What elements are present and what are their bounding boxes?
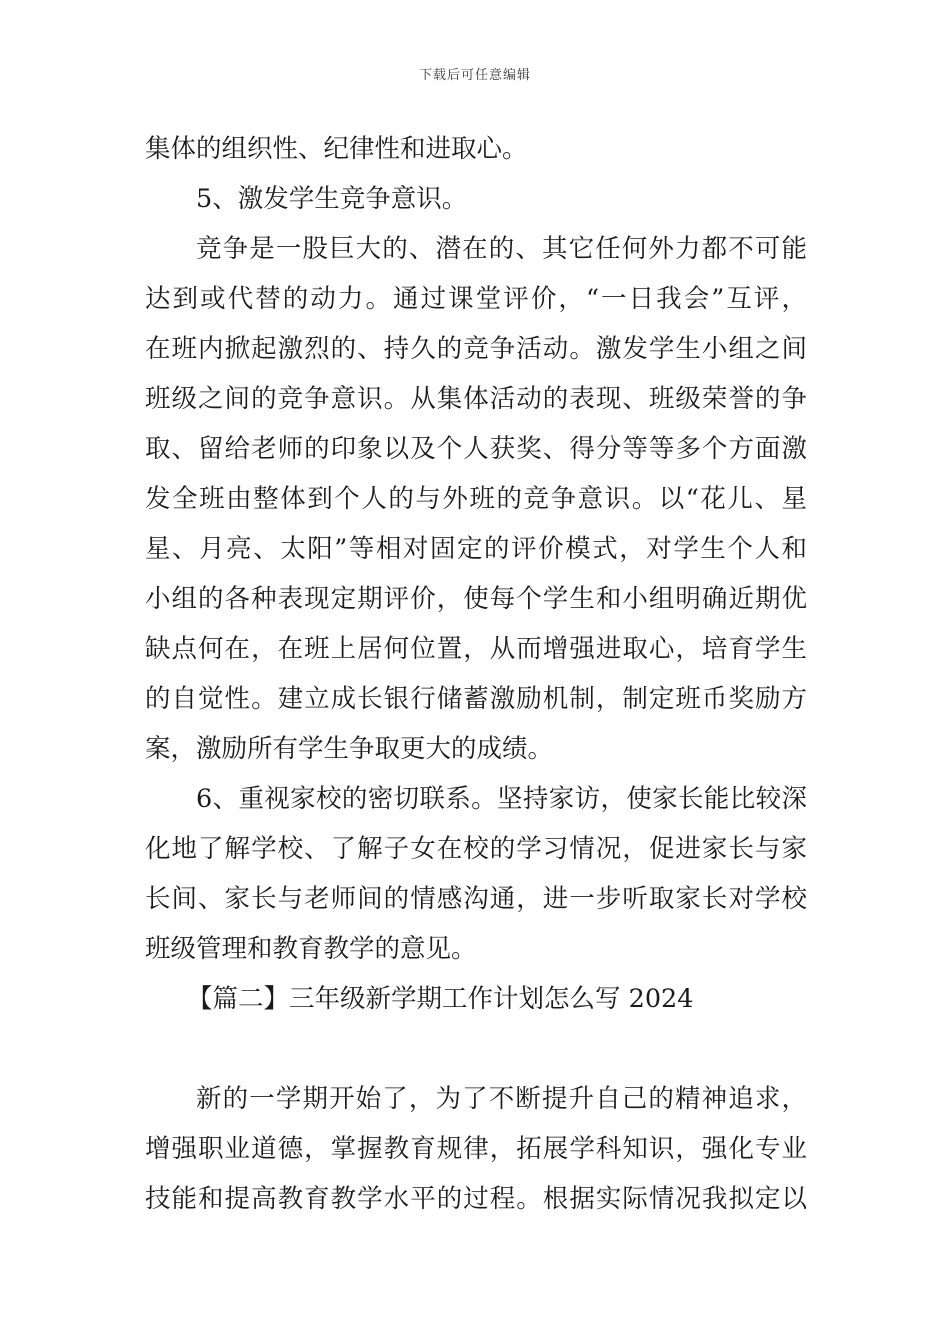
text-line: 案，激励所有学生争取更大的成绩。 [145, 734, 554, 764]
paragraph [145, 124, 807, 174]
blank-line [145, 1024, 807, 1074]
section-heading [145, 974, 807, 1024]
text-line: 班级管理和教育教学的意见。 [145, 934, 477, 964]
document-body [145, 124, 807, 1224]
text-line: 增强职业道德，掌握教育规律，拓展学科知识，强化专业 [145, 1134, 807, 1164]
text-line: 新的一学期开始了，为了不断提升自己的精神追求， [196, 1084, 807, 1114]
text-line: 在班内掀起激烈的、持久的竞争活动。激发学生小组之间 [145, 334, 807, 364]
paragraph [145, 1074, 807, 1224]
text-line: 小组的各种表现定期评价，使每个学生和小组明确近期优 [145, 584, 807, 614]
text-line: 竞争是一股巨大的、潜在的、其它任何外力都不可能 [196, 234, 807, 264]
text-line: 星、月亮、太阳”等相对固定的评价模式，对学生个人和 [145, 534, 807, 564]
text-line: 的自觉性。建立成长银行储蓄激励机制，制定班币奖励方 [145, 684, 807, 714]
text-line: 发全班由整体到个人的与外班的竞争意识。以“花儿、星 [145, 484, 807, 514]
text-line: 技能和提高教育教学水平的过程。根据实际情况我拟定以 [145, 1184, 807, 1214]
text-line: 【篇二】三年级新学期工作计划怎么写 2024 [187, 984, 694, 1014]
text-line: 取、留给老师的印象以及个人获奖、得分等等多个方面激 [145, 434, 807, 464]
text-line: 长间、家长与老师间的情感沟通，进一步听取家长对学校 [145, 884, 807, 914]
text-line: 5、激发学生竞争意识。 [196, 184, 468, 214]
text-line: 化地了解学校、了解子女在校的学习情况，促进家长与家 [145, 834, 807, 864]
text-line: 达到或代替的动力。通过课堂评价，“一日我会”互评， [145, 284, 807, 314]
paragraph [145, 774, 807, 974]
paragraph [145, 224, 807, 774]
page-header: 下载后可任意编辑 [418, 68, 531, 83]
text-line: 缺点何在，在班上居何位置，从而增强进取心，培育学生 [145, 634, 807, 664]
text-line: 6、重视家校的密切联系。坚持家访，使家长能比较深 [196, 784, 807, 814]
paragraph [145, 174, 807, 224]
text-line: 班级之间的竞争意识。从集体活动的表现、班级荣誉的争 [145, 384, 807, 414]
text-line: 集体的组织性、纪律性和进取心。 [145, 134, 528, 164]
